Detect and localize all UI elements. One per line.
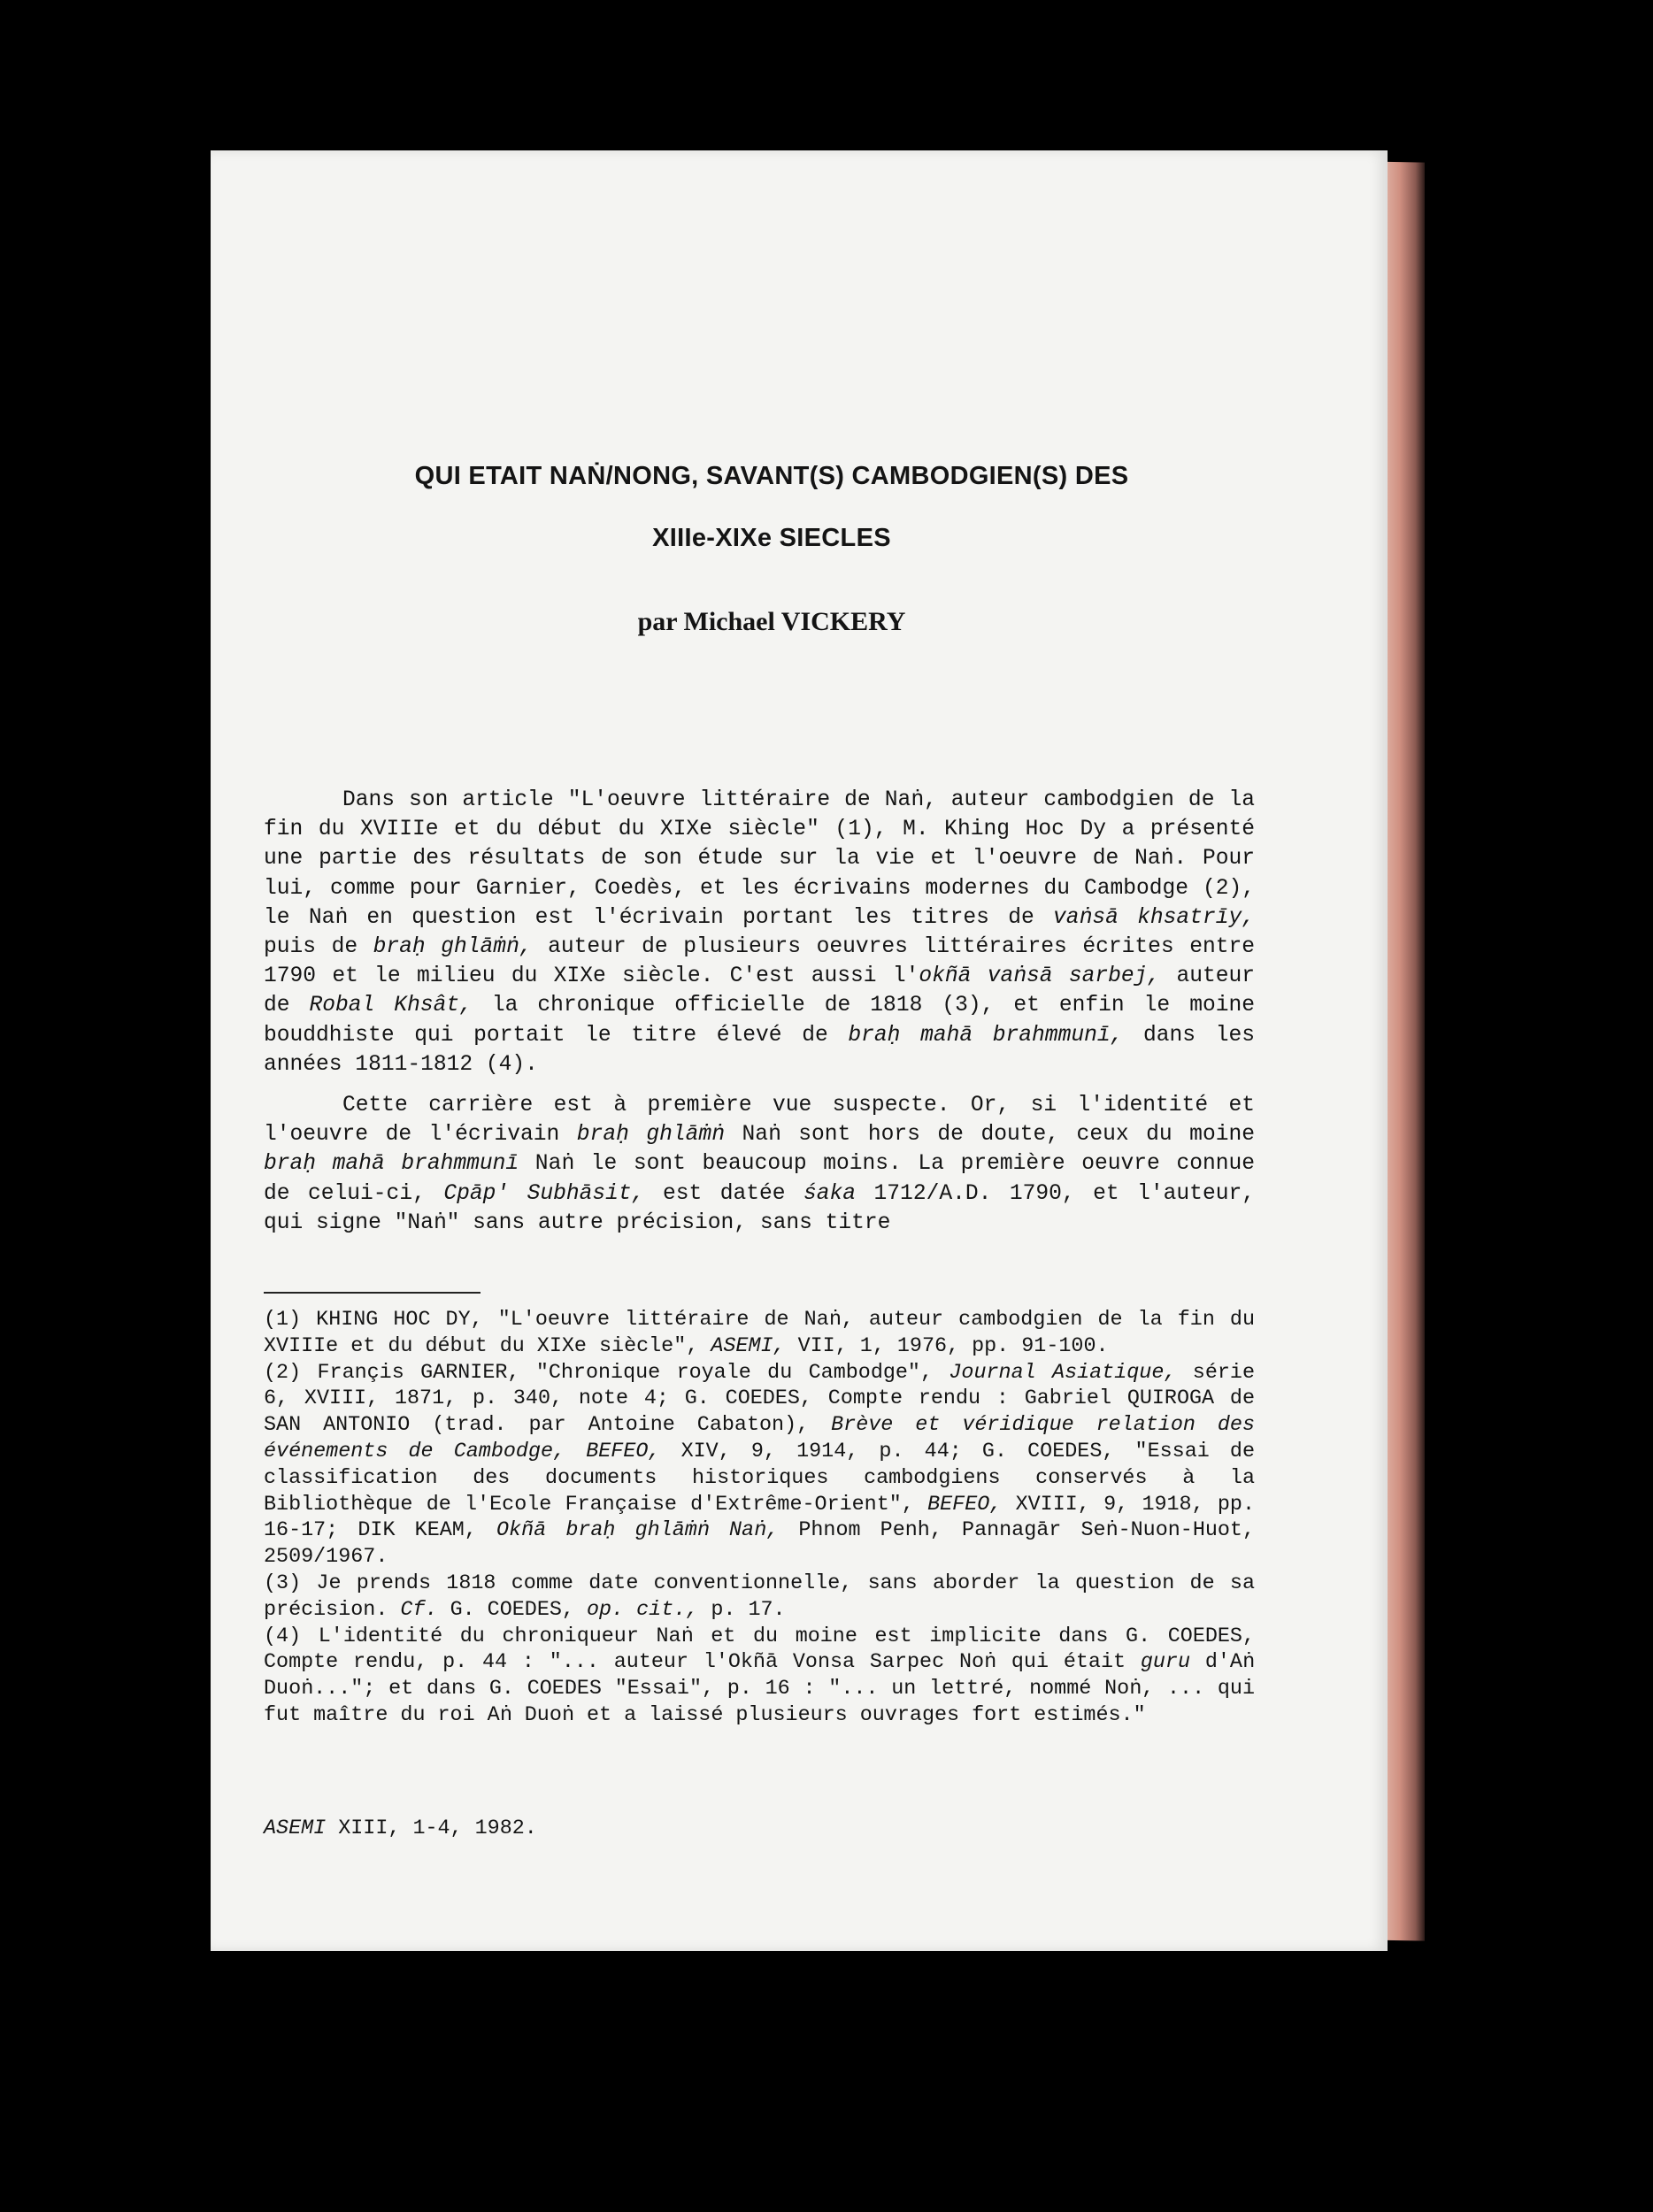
article-title-line-1: QUI ETAIT NAṄ/NONG, SAVANT(S) CAMBODGIEN(S) DES (414, 462, 1129, 490)
footnote-3: (3) Je prends 1818 comme date conventionnelle, sans aborder la question de sa précision. Cf. G. COEDES, op. cit., p. 17. (264, 1571, 1255, 1622)
book-page (211, 150, 1388, 1951)
body-paragraph-2: Cette carrière est à première vue suspecte. Or, si l'identité et l'oeuvre de l'écrivain braḥ ghlāṁṅ Naṅ sont hors de doute, ceux du moine braḥ mahā brahmmunī Naṅ le sont beaucoup moins. La première oeuvre connue de celui-ci, Cpāp' Subhāsit, est datée śaka 1712/A.D. 1790, et l'auteur, qui signe "Naṅ" sans autre précision, sans titre (264, 1094, 1256, 1235)
article-title-line-2: XIIIe-XIXe SIECLES (652, 524, 891, 552)
footnote-rule (264, 1292, 481, 1294)
footnotes (264, 1308, 1255, 1730)
article-body (264, 786, 1255, 1249)
article-author: par Michael VICKERY (637, 607, 906, 636)
footnote-1: (1) KHING HOC DY, "L'oeuvre littéraire de Naṅ, auteur cambodgien de la fin du XVIIIe et du début du XIXe siècle", ASEMI, VII, 1, 1976, pp. 91-100. (264, 1309, 1255, 1358)
footnote-2: (2) Françis GARNIER, "Chronique royale du Cambodge", Journal Asiatique, série 6, XVIII, 1871, p. 340, note 4; G. COEDES, Compte rendu : Gabriel QUIROGA de SAN ANTONIO (trad. par Antoine Cabaton), Brève et véridique relation des événements de Cambodge, BEFEO, XIV, 9, 1914, p. 44; G. COEDES, "Essai de classification des documents historiques cambodgiens conservés à la Bibliothèque de l'Ecole Française d'Extrême-Orient", BEFEO, XVIII, 9, 1918, pp. 16-17; DIK KEAM, Okñā braḥ ghlāṁṅ Naṅ, Phnom Penh, Pannagār Seṅ-Nuon-Huot, 2509/1967. (264, 1361, 1256, 1570)
footnote-4: (4) L'identité du chroniqueur Naṅ et du moine est implicite dans G. COEDES, Compte rendu, p. 44 : "... auteur l'Okñā Vonsa Sarpec Noṅ qui était guru d'Aṅ Duoṅ..."; et dans G. COEDES "Essai", p. 16 : "... un lettré, nommé Noṅ, ... qui fut maître du roi Aṅ Duoṅ et a laissé plusieurs ouvrages fort estimés." (264, 1624, 1255, 1727)
journal-reference: ASEMI XIII, 1-4, 1982. (264, 1817, 537, 1840)
body-paragraph-1: Dans son article "L'oeuvre littéraire de Naṅ, auteur cambodgien de la fin du XVIIIe et du début du XIXe siècle" (1), M. Khing Hoc Dy a présenté une partie des résultats de son étude sur la vie et l'oeuvre de Naṅ. Pour lui, comme pour Garnier, Coedès, et les écrivains modernes du Cambodge (2), le Naṅ en question est l'écrivain portant les titres de vaṅsā khsatrīy, puis de braḥ ghlāṁṅ, auteur de plusieurs oeuvres littéraires écrites entre 1790 et le milieu du XIXe siècle. C'est aussi l'okñā vaṅsā sarbej, auteur de Robal Khsât, la chronique officielle de 1818 (3), et enfin le moine bouddhiste qui portait le titre élevé de braḥ mahā brahmmunī, dans les années 1811-1812 (4). (264, 788, 1256, 1077)
